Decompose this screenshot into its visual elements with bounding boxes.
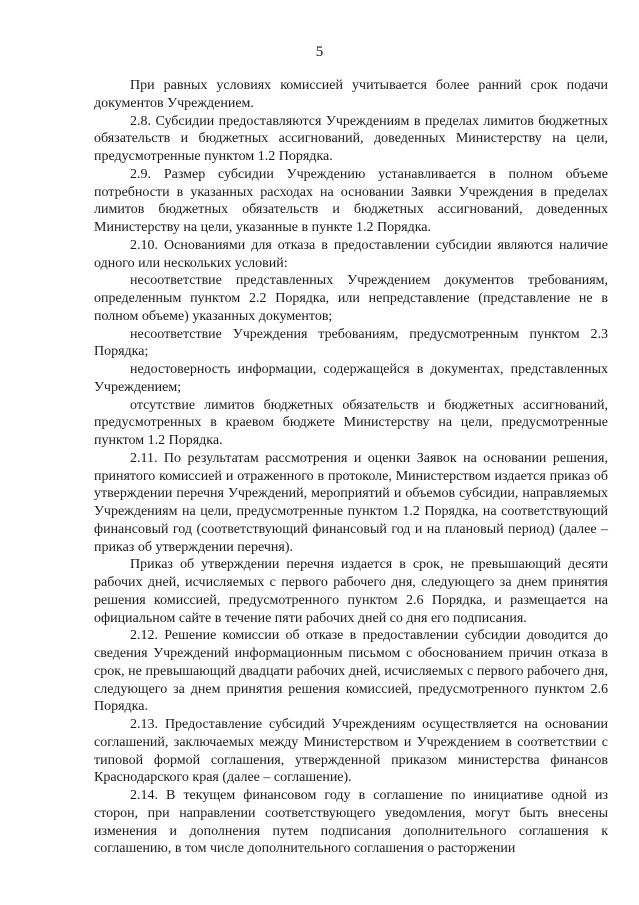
page-number: 5	[315, 44, 324, 60]
paragraph-2-9: 2.9. Размер субсидии Учреждению устанавливается в полном объеме потребности в указанных расходах на основании Заявки Учреждения в пределах лимитов бюджетных обязательств и бюджетных ассигнований, доведенных Министерству на цели, указанные в пункте 1.2 Порядка.	[94, 166, 608, 235]
paragraph-2-11: 2.11. По результатам рассмотрения и оценки Заявок на основании решения, принятого комиссией и отраженного в протоколе, Министерством издается приказ об утверждении перечня Учреждений, мероприятий и объемов субсидии, направляемых Учреждениям на цели, предусмотренные пунктом 1.2 Порядка, на соответствующий финансовый год (соответствующий финансовый год и на плановый период) (далее – приказ об утверждении перечня).	[94, 450, 608, 555]
document-body	[94, 77, 608, 858]
paragraph-2-14: 2.14. В текущем финансовом году в соглашение по инициативе одной из сторон, при направлении соответствующего уведомления, могут быть внесены изменения и дополнения путем подписания дополнительного соглашения к соглашению, в том числе дополнительного соглашения о расторжении	[94, 788, 608, 857]
list-item: несоответствие Учреждения требованиям, предусмотренным пунктом 2.3 Порядка;	[94, 326, 608, 360]
paragraph-2-12: 2.12. Решение комиссии об отказе в предоставлении субсидии доводится до сведения Учреждений информационным письмом с обоснованием причин отказа в срок, не превышающий двадцати рабочих дней, исчисляемых с первого рабочего дня, следующего за днем принятия решения комиссией, предусмотренного пунктом 2.6 Порядка.	[94, 628, 608, 715]
list-item: отсутствие лимитов бюджетных обязательств и бюджетных ассигнований, предусмотренных в краевом бюджете Министерству на цели, предусмотренные пунктом 1.2 Порядка.	[94, 397, 608, 448]
paragraph: Приказ об утверждении перечня издается в срок, не превышающий десяти рабочих дней, исчисляемых с первого рабочего дня, следующего за днем принятия решения комиссией, предусмотренного пунктом 2.6 Порядка, и размещается на официальном сайте в течение пяти рабочих дней со дня его подписания.	[94, 557, 608, 626]
list-item: недостоверность информации, содержащейся в документах, представленных Учреждением;	[94, 362, 608, 395]
paragraph-2-13: 2.13. Предоставление субсидий Учреждениям осуществляется на основании соглашений, заключаемых между Министерством и Учреждением в соответствии с типовой формой соглашения, утвержденной приказом министерства финансов Краснодарского края (далее – соглашение).	[94, 717, 608, 786]
paragraph-2-10: 2.10. Основаниями для отказа в предоставлении субсидии являются наличие одного или нескольких условий:	[94, 237, 608, 271]
list-item: несоответствие представленных Учреждением документов требованиям, определенным пунктом 2.2 Порядка, или непредставление (представление не в полном объеме) указанных документов;	[94, 273, 608, 324]
paragraph-2-8: 2.8. Субсидии предоставляются Учреждениям в пределах лимитов бюджетных обязательств и бюджетных ассигнований, доведенных Министерству на цели, предусмотренные пунктом 1.2 Порядка.	[94, 113, 608, 164]
paragraph: При равных условиях комиссией учитывается более ранний срок подачи документов Учреждением.	[94, 78, 608, 111]
